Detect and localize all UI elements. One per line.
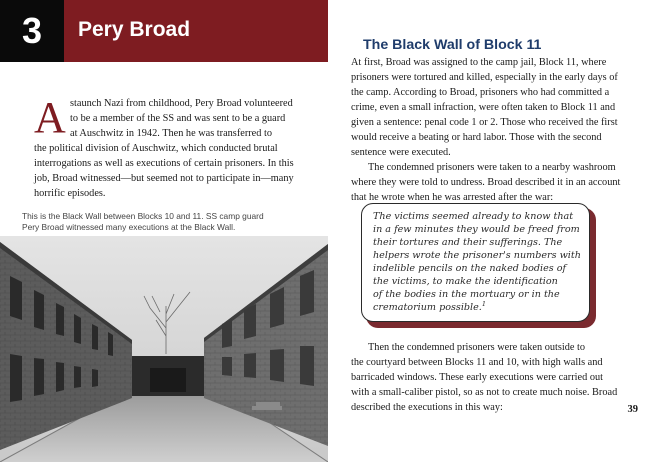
chapter-number: 3: [21, 10, 43, 51]
body-line: The condemned prisoners were taken to a nearby washroom: [368, 162, 616, 173]
body-line: crime, even a small infraction, were often taken to Block 11 and: [351, 102, 616, 113]
quote-line: helpers wrote the prisoner's numbers with: [373, 250, 581, 261]
quote-line: of the bodies in the mortuary or in the: [373, 289, 560, 300]
quote-line: crematorium possible.: [373, 302, 482, 313]
body-line: that he wrote when he was arrested after the war:: [351, 192, 554, 203]
body-line: described the executions in this way:: [351, 402, 503, 413]
intro-line: interrogations as well as executions of certain prisoners. In this: [34, 158, 294, 169]
intro-line: horrific episodes.: [34, 188, 106, 199]
black-wall-photo: [0, 236, 328, 462]
body-line: At first, Broad was assigned to the camp jail, Block 11, where: [351, 57, 607, 68]
body-line: prisoners were tortured and killed, especially in the early days of: [351, 72, 618, 83]
body-line: the courtyard between Blocks 11 and 10, with high walls and: [351, 357, 603, 368]
photo-caption-line: Pery Broad witnessed many executions at the Black Wall.: [22, 222, 236, 232]
body-line: barricaded windows. These early executions were carried out: [351, 372, 603, 383]
quote-line: their tortures and their sufferings. The: [373, 237, 563, 248]
quote-line-last: [373, 301, 486, 315]
quote-box: [361, 203, 590, 322]
intro-line: at Auschwitz in 1942. Then he was transferred to: [70, 128, 272, 139]
body-line: given a sentence: penal code 1 or 2. Those who received the first: [351, 117, 618, 128]
page-number: 39: [627, 404, 638, 415]
footnote-marker[interactable]: 1: [481, 299, 486, 308]
chapter-header-bar: [0, 0, 328, 62]
intro-line: the political division of Auschwitz, which conducted brutal: [34, 143, 278, 154]
intro-line: to be a member of the SS and was sent to be a guard: [70, 113, 286, 124]
right-page: [336, 0, 650, 462]
quote-line: indelible pencils on the naked bodies of: [373, 263, 567, 274]
body-line: where they were told to undress. Broad described it in an account: [351, 177, 621, 188]
intro-line: staunch Nazi from childhood, Pery Broad volunteered: [70, 98, 293, 109]
quote-line: The victims seemed already to know that: [373, 211, 574, 222]
black-wall-photo-graphic: [0, 236, 328, 462]
photo-caption-line: This is the Black Wall between Blocks 10 and 11. SS camp guard: [22, 211, 264, 221]
chapter-number-box: [0, 0, 64, 62]
chapter-title: Pery Broad: [78, 18, 191, 41]
body-line: with a small-caliber pistol, so as not to create much noise. Broad: [351, 387, 618, 398]
quote-line: the victims, to make the identification: [373, 276, 558, 287]
intro-line: job, Broad witnessed—but seemed not to participate in—many: [34, 173, 294, 184]
body-line: Then the condemned prisoners were taken outside to: [368, 342, 586, 353]
section-heading: The Black Wall of Block 11: [363, 37, 542, 53]
body-line: sentence were executed.: [351, 147, 451, 158]
body-line: would receive a beating or hard labor. Those with the second: [351, 132, 602, 143]
body-line: the camp. According to Broad, prisoners who had committed a: [351, 87, 610, 98]
drop-cap: A: [34, 93, 66, 142]
quote-line: in a few minutes they would be freed from: [373, 224, 580, 235]
